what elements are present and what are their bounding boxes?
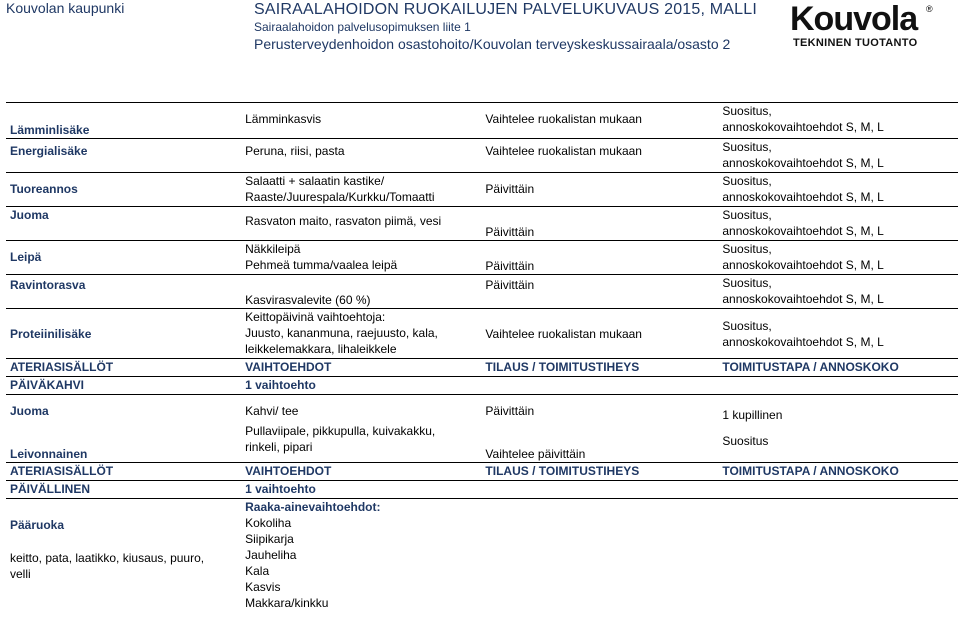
- row-frequency: Päivittäin: [485, 403, 535, 418]
- registered-mark: ®: [926, 4, 933, 14]
- row-delivery: Suositus, annoskokovaihtoehdot S, M, L: [722, 140, 884, 170]
- column-header: VAIHTOEHDOT: [241, 463, 481, 481]
- row-delivery: Suositus, annoskokovaihtoehdot S, M, L: [722, 318, 884, 349]
- document-unit: Perusterveydenhoidon osastohoito/Kouvolan terveyskeskussairaala/osasto 2: [254, 36, 731, 52]
- empty-cell: [481, 481, 718, 499]
- row-delivery: Suositus, annoskokovaihtoehdot S, M, L: [722, 276, 884, 306]
- row-frequency: Vaihtelee ruokalistan mukaan: [485, 112, 642, 126]
- document-subtitle: Sairaalahoidon palvelusopimuksen liite 1: [254, 20, 471, 34]
- empty-cell: [718, 377, 958, 395]
- row-frequency: Vaihtelee ruokalistan mukaan: [485, 144, 642, 158]
- empty-cell: [718, 499, 958, 612]
- row-content: Rasvaton maito, rasvaton piimä, vesi: [245, 214, 442, 228]
- table-row: [6, 499, 958, 612]
- row-content: Pullaviipale, pikkupulla, kuivakakku, rinkeli, pipari: [245, 423, 436, 454]
- empty-cell: [481, 377, 718, 395]
- row-name: Lämminlisäke: [10, 123, 90, 137]
- empty-cell: [718, 481, 958, 499]
- section-name: PÄIVÄLLINEN: [6, 481, 241, 499]
- row-frequency: Päivittäin: [485, 259, 535, 273]
- row-desc: keitto, pata, laatikko, kiusaus, puuro, velli: [10, 551, 205, 581]
- row-content: Peruna, riisi, pasta: [245, 144, 345, 158]
- column-header: ATERIASISÄLLÖT: [6, 463, 241, 481]
- column-header-row: [6, 359, 958, 377]
- section-options: 1 vaihtoehto: [241, 481, 481, 499]
- column-header-row: [6, 463, 958, 481]
- table-row: [6, 103, 958, 139]
- row-content: Lämminkasvis: [245, 112, 322, 126]
- row-name: Leivonnainen: [10, 447, 88, 461]
- empty-cell: [481, 499, 718, 612]
- row-name: Ravintorasva: [10, 278, 86, 292]
- table-row: [6, 275, 958, 309]
- column-header: ATERIASISÄLLÖT: [6, 359, 241, 377]
- section-options: 1 vaihtoehto: [241, 377, 481, 395]
- row-delivery: Suositus, annoskokovaihtoehdot S, M, L: [722, 208, 884, 238]
- row-name: Energialisäke: [10, 144, 88, 158]
- row-content: Kahvi/ tee: [245, 403, 299, 418]
- row-name: Proteiinilisäke: [10, 326, 92, 341]
- column-header: TILAUS / TOIMITUSTIHEYS: [481, 463, 718, 481]
- section-row-paivakahvi: [6, 377, 958, 395]
- section-name: PÄIVÄKAHVI: [6, 377, 241, 395]
- row-name: Pääruoka: [10, 518, 65, 532]
- row-delivery: 1 kupillinen Suositus: [722, 408, 783, 448]
- row-delivery: Suositus, annoskokovaihtoehdot S, M, L: [722, 174, 884, 204]
- document-header: [254, 0, 757, 53]
- document-title: SAIRAALAHOIDON RUOKAILUJEN PALVELUKUVAUS 2015, MALLI: [254, 1, 758, 18]
- row-name: Juoma: [10, 208, 49, 222]
- org-name: Kouvolan kaupunki: [6, 0, 125, 16]
- row-content: Raaka-ainevaihtoehdot: Kokoliha Siipikarja Jauheliha Kala Kasvis Makkara/kinkku: [241, 499, 481, 612]
- row-frequency: Vaihtelee ruokalistan mukaan: [485, 326, 642, 341]
- logo-wordmark: Kouvola: [790, 0, 918, 38]
- meal-components-table: [6, 102, 958, 611]
- row-name: Leipä: [10, 250, 42, 264]
- row-frequency: Päivittäin: [485, 278, 535, 292]
- table-row: [6, 139, 958, 173]
- column-header: TILAUS / TOIMITUSTIHEYS: [481, 359, 718, 377]
- row-content: Salaatti + salaatin kastike/ Raaste/Juurespala/Kurkku/Tomaatti: [245, 174, 435, 204]
- table-row: [6, 395, 958, 419]
- table-row: [6, 173, 958, 207]
- column-header: VAIHTOEHDOT: [241, 359, 481, 377]
- content-heading: Raaka-ainevaihtoehdot:: [245, 500, 381, 514]
- row-delivery: Suositus, annoskokovaihtoehdot S, M, L: [722, 242, 884, 272]
- section-row-paivallinen: [6, 481, 958, 499]
- row-content: Keittopäivinä vaihtoehtoja: Juusto, kananmuna, raejuusto, kala, leikkelemakkara, lihaleikkele: [245, 310, 438, 356]
- row-content: Näkkileipä Pehmeä tumma/vaalea leipä: [245, 242, 398, 272]
- column-header: TOIMITUSTAPA / ANNOSKOKO: [718, 463, 958, 481]
- logo-subtitle: TEKNINEN TUOTANTO: [793, 37, 918, 49]
- kouvola-logo: [790, 0, 940, 52]
- row-delivery: Suositus, annoskokovaihtoehdot S, M, L: [722, 104, 884, 134]
- row-frequency: Päivittäin: [485, 225, 535, 239]
- row-name: Tuoreannos: [10, 182, 78, 196]
- row-name: Juoma: [10, 403, 49, 418]
- table-row: [6, 309, 958, 359]
- row-frequency: Päivittäin: [485, 182, 535, 196]
- table-row: [6, 207, 958, 241]
- column-header: TOIMITUSTAPA / ANNOSKOKO: [718, 359, 958, 377]
- row-frequency: Vaihtelee päivittäin: [485, 447, 586, 461]
- row-content: Kasvirasvalevite (60 %): [245, 293, 371, 307]
- table-row: [6, 241, 958, 275]
- row-name-block: [6, 499, 241, 612]
